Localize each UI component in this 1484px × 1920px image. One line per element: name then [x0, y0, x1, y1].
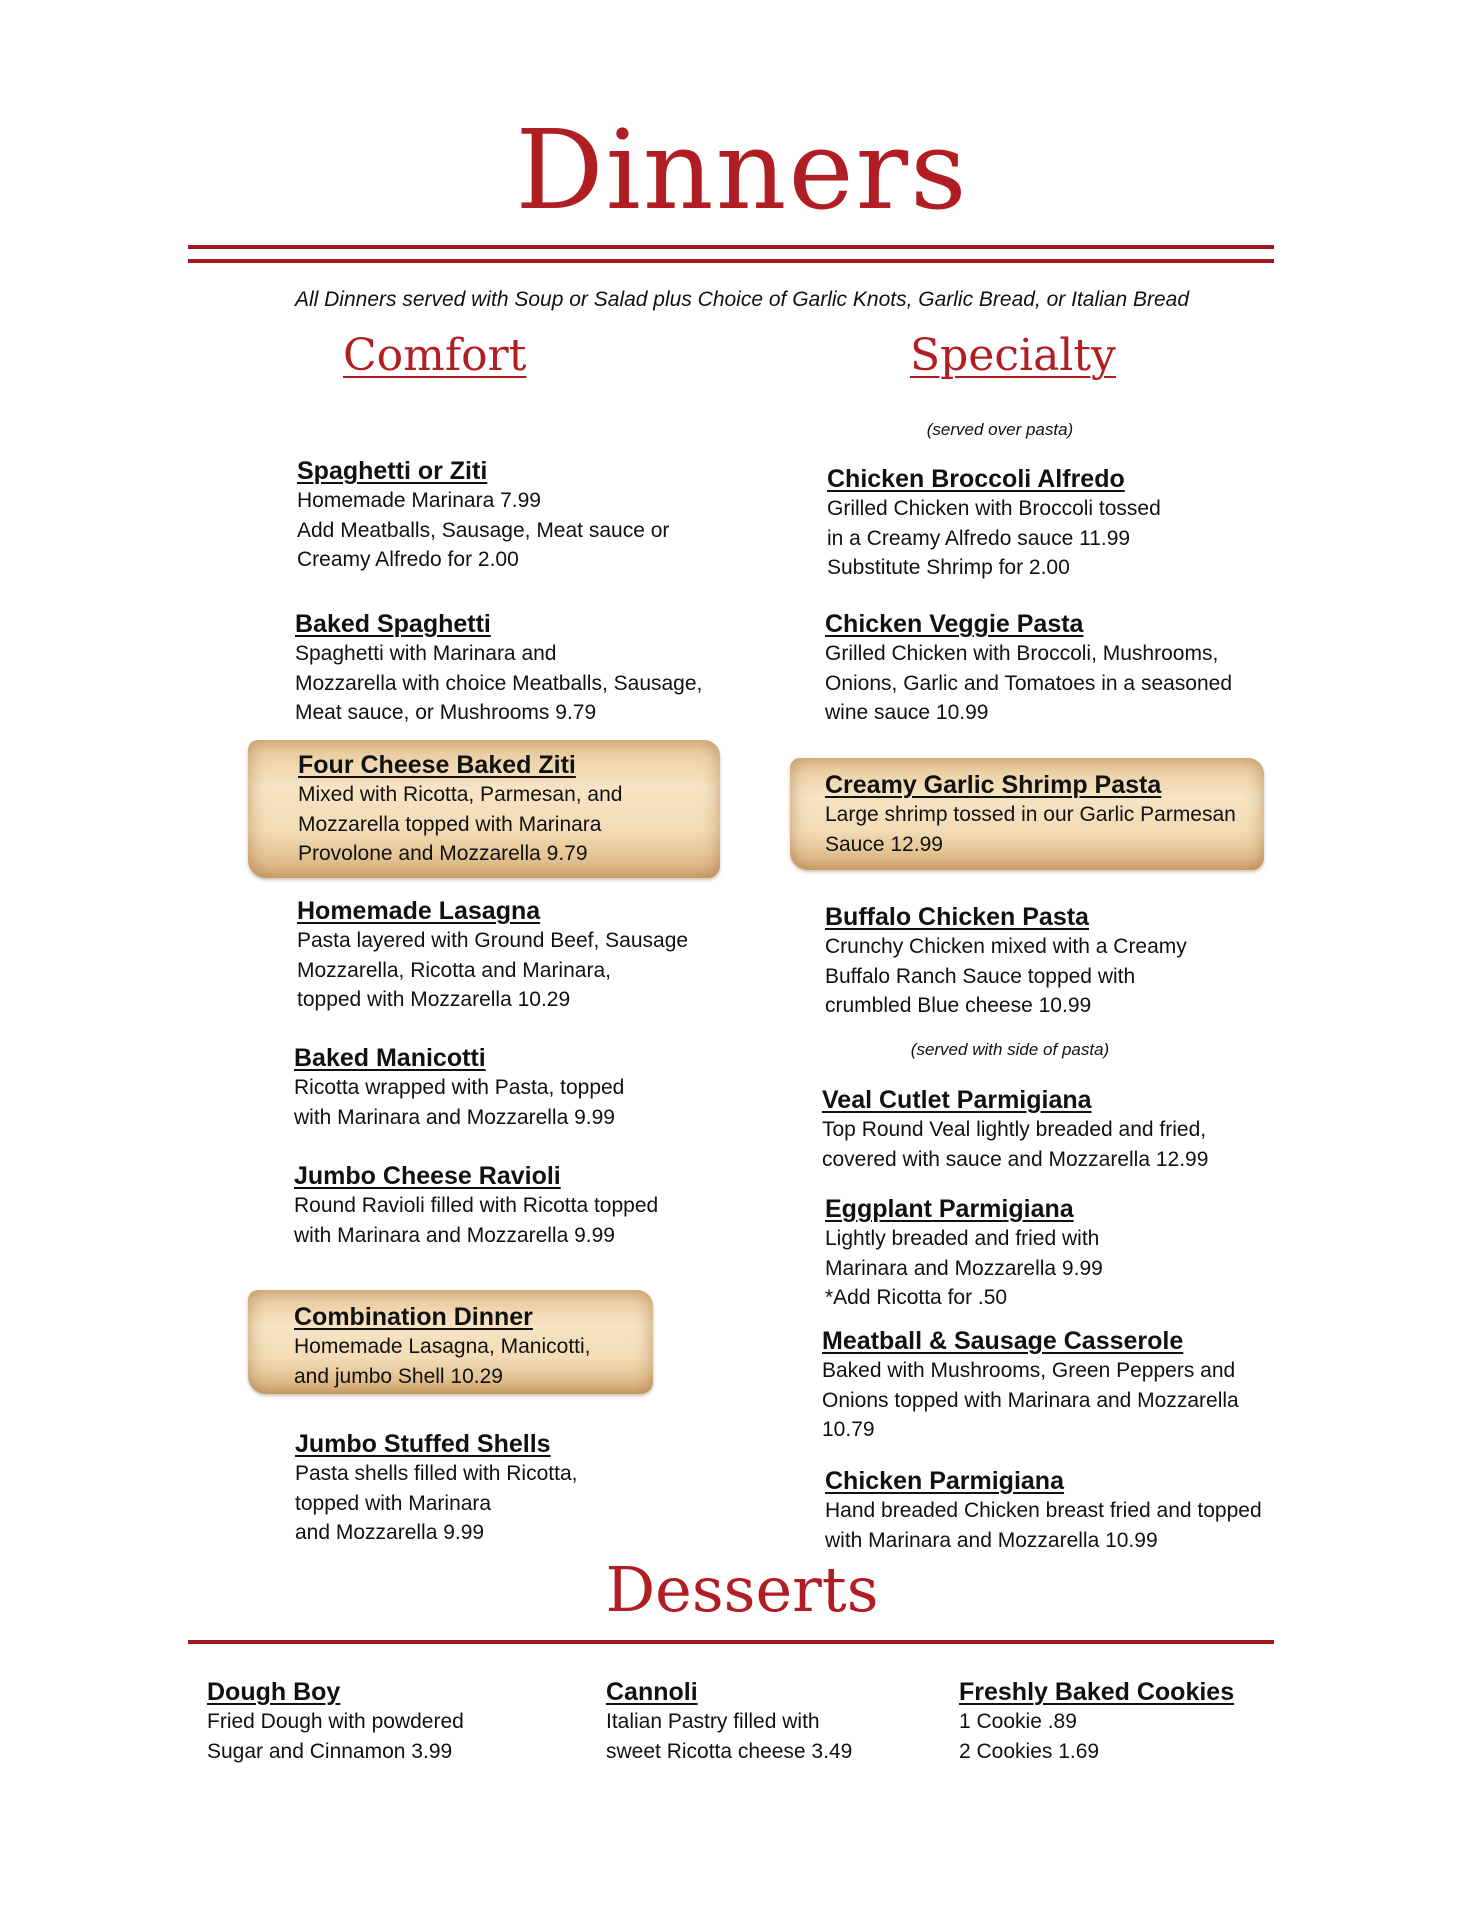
item-description: Fried Dough with powdered Sugar and Cinnamon 3.99: [207, 1710, 464, 1763]
menu-item: [606, 1677, 852, 1766]
item-name: Chicken Broccoli Alfredo: [827, 465, 1125, 493]
item-description: Pasta shells filled with Ricotta, topped with Marinara and Mozzarella 9.99: [295, 1462, 578, 1544]
item-name: Jumbo Cheese Ravioli: [294, 1162, 561, 1190]
item-name: Combination Dinner: [294, 1303, 533, 1331]
item-name: Jumbo Stuffed Shells: [295, 1430, 551, 1458]
item-name: Baked Spaghetti: [295, 610, 491, 638]
item-name: Baked Manicotti: [294, 1044, 486, 1072]
menu-item: [294, 1043, 624, 1132]
menu-item: [297, 896, 688, 1015]
item-name: Homemade Lasagna: [297, 897, 541, 925]
comfort-heading: Comfort: [343, 330, 527, 381]
menu-item: [822, 1326, 1239, 1445]
dinner-subtitle: All Dinners served with Soup or Salad plus Choice of Garlic Knots, Garlic Bread, or Italian Bread: [294, 288, 1190, 311]
item-description: Crunchy Chicken mixed with a Creamy Buffalo Ranch Sauce topped with crumbled Blue cheese 10.99: [825, 935, 1187, 1017]
item-description: Round Ravioli filled with Ricotta topped with Marinara and Mozzarella 9.99: [294, 1194, 659, 1247]
menu-item: [959, 1677, 1234, 1766]
item-description: Homemade Marinara 7.99 Add Meatballs, Sausage, Meat sauce or Creamy Alfredo for 2.00: [297, 489, 670, 571]
served-with-side-note: (served with side of pasta): [910, 1040, 1110, 1059]
menu-item: [825, 902, 1187, 1021]
item-description: Baked with Mushrooms, Green Peppers and Onions topped with Marinara and Mozzarella 10.79: [822, 1359, 1239, 1441]
item-description: Spaghetti with Marinara and Mozzarella with choice Meatballs, Sausage, Meat sauce, or Mushrooms 9.79: [295, 642, 703, 724]
item-name: Freshly Baked Cookies: [959, 1678, 1235, 1706]
menu-item: [825, 1194, 1103, 1313]
item-description: Grilled Chicken with Broccoli, Mushrooms, Onions, Garlic and Tomatoes in a seasoned wine sauce 10.99: [825, 642, 1233, 724]
item-description: Hand breaded Chicken breast fried and topped with Marinara and Mozzarella 10.99: [825, 1499, 1262, 1552]
title-rule-top: [188, 245, 1274, 249]
item-description: Mixed with Ricotta, Parmesan, and Mozzarella topped with Marinara Provolone and Mozzarella 9.79: [298, 783, 623, 865]
menu-item: [297, 456, 669, 575]
served-over-pasta-note: (served over pasta): [926, 420, 1074, 439]
item-description: Italian Pastry filled with sweet Ricotta cheese 3.49: [606, 1710, 853, 1763]
page-title: Dinners: [515, 106, 969, 234]
menu-item: [825, 1466, 1262, 1555]
item-description: Homemade Lasagna, Manicotti, and jumbo Shell 10.29: [294, 1335, 591, 1388]
item-name: Four Cheese Baked Ziti: [298, 751, 576, 779]
item-description: Grilled Chicken with Broccoli tossed in a Creamy Alfredo sauce 11.99 Substitute Shrimp for 2.00: [827, 497, 1161, 579]
item-name: Chicken Parmigiana: [825, 1467, 1064, 1495]
item-name: Buffalo Chicken Pasta: [825, 903, 1089, 931]
item-name: Dough Boy: [207, 1678, 341, 1706]
menu-item: [207, 1677, 464, 1766]
item-name: Meatball & Sausage Casserole: [822, 1327, 1184, 1355]
menu-item: [294, 1302, 591, 1391]
menu-item: [295, 1429, 577, 1548]
title-rule-bottom: [188, 259, 1274, 263]
menu-item: [822, 1085, 1208, 1174]
item-name: Cannoli: [606, 1678, 698, 1706]
item-name: Spaghetti or Ziti: [297, 457, 488, 485]
item-description: Large shrimp tossed in our Garlic Parmesan Sauce 12.99: [825, 803, 1236, 856]
menu-item: [298, 750, 622, 869]
menu-item: [295, 609, 702, 728]
item-description: Pasta layered with Ground Beef, Sausage Mozzarella, Ricotta and Marinara, topped with Mozzarella 10.29: [297, 929, 689, 1011]
desserts-title: Desserts: [605, 1553, 879, 1626]
item-name: Creamy Garlic Shrimp Pasta: [825, 771, 1162, 799]
menu-item: [294, 1161, 658, 1250]
item-description: Lightly breaded and fried with Marinara and Mozzarella 9.99 *Add Ricotta for .50: [825, 1227, 1103, 1309]
item-name: Veal Cutlet Parmigiana: [822, 1086, 1092, 1114]
menu-item: [825, 609, 1232, 728]
item-description: Top Round Veal lightly breaded and fried, covered with sauce and Mozzarella 12.99: [822, 1118, 1209, 1171]
menu-item: [827, 464, 1161, 583]
desserts-rule: [188, 1640, 1274, 1644]
menu-item: [825, 770, 1236, 859]
item-name: Eggplant Parmigiana: [825, 1195, 1074, 1223]
item-description: 1 Cookie .89 2 Cookies 1.69: [959, 1710, 1100, 1763]
item-name: Chicken Veggie Pasta: [825, 610, 1084, 638]
specialty-heading: Specialty: [910, 330, 1116, 381]
item-description: Ricotta wrapped with Pasta, topped with Marinara and Mozzarella 9.99: [294, 1076, 625, 1129]
